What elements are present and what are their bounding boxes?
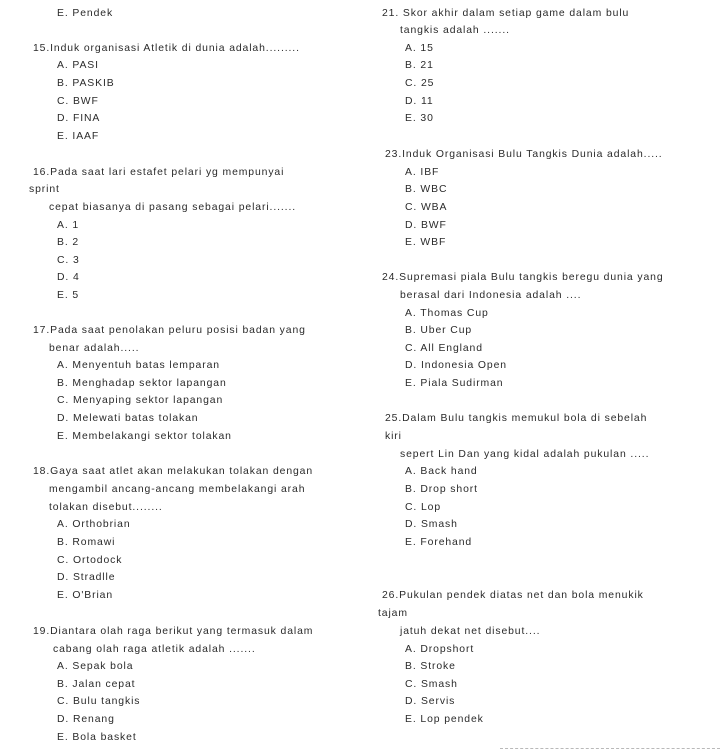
question-21-line-1: 21. Skor akhir dalam setiap game dalam bulu — [382, 8, 630, 19]
option-25-a: A. Back hand — [405, 466, 478, 477]
option-26-c: C. Smash — [405, 679, 458, 690]
option-17-d: D. Melewati batas tolakan — [57, 413, 199, 424]
option-e-previous: E. Pendek — [57, 8, 114, 19]
option-15-a: A. PASI — [57, 60, 99, 71]
option-21-b: B. 21 — [405, 60, 434, 71]
question-17-line-2: benar adalah..... — [49, 343, 140, 354]
question-18-line-3: tolakan disebut........ — [49, 502, 163, 513]
option-19-d: D. Renang — [57, 714, 115, 725]
question-26-line-1: 26.Pukulan pendek diatas net dan bola menukik — [382, 590, 644, 601]
option-26-e: E. Lop pendek — [405, 714, 484, 725]
option-18-c: C. Ortodock — [57, 555, 123, 566]
option-21-e: E. 30 — [405, 113, 434, 124]
option-16-b: B. 2 — [57, 237, 80, 248]
option-15-d: D. FINA — [57, 113, 101, 124]
option-15-e: E. IAAF — [57, 131, 100, 142]
option-24-e: E. Piala Sudirman — [405, 378, 504, 389]
question-25-line-1: 25.Dalam Bulu tangkis memukul bola di sebelah — [385, 413, 648, 424]
option-23-d: D. BWF — [405, 220, 447, 231]
question-26-line-2: tajam — [378, 608, 408, 619]
question-24-line-1: 24.Supremasi piala Bulu tangkis beregu dunia yang — [382, 272, 664, 283]
option-17-a: A. Menyentuh batas lemparan — [57, 360, 220, 371]
option-19-a: A. Sepak bola — [57, 661, 134, 672]
question-24-line-2: berasal dari Indonesia adalah .... — [400, 290, 582, 301]
option-17-b: B. Menghadap sektor lapangan — [57, 378, 227, 389]
option-17-e: E. Membelakangi sektor tolakan — [57, 431, 232, 442]
option-24-d: D. Indonesia Open — [405, 360, 507, 371]
option-16-c: C. 3 — [57, 255, 80, 266]
question-17-line-1: 17.Pada saat penolakan peluru posisi badan yang — [33, 325, 306, 336]
question-26-line-3: jatuh dekat net disebut.... — [400, 626, 541, 637]
option-25-b: B. Drop short — [405, 484, 478, 495]
option-18-b: B. Romawi — [57, 537, 116, 548]
option-19-e: E. Bola basket — [57, 732, 137, 743]
option-23-e: E. WBF — [405, 237, 447, 248]
option-19-c: C. Bulu tangkis — [57, 696, 141, 707]
option-21-c: C. 25 — [405, 78, 435, 89]
question-25-line-2: kiri — [385, 431, 402, 442]
question-18-line-2: mengambil ancang-ancang membelakangi arah — [49, 484, 306, 495]
option-24-b: B. Uber Cup — [405, 325, 473, 336]
option-25-c: C. Lop — [405, 502, 442, 513]
option-16-d: D. 4 — [57, 272, 80, 283]
option-23-c: C. WBA — [405, 202, 448, 213]
option-15-b: B. PASKIB — [57, 78, 115, 89]
option-23-a: A. IBF — [405, 167, 440, 178]
option-21-a: A. 15 — [405, 43, 434, 54]
option-24-c: C. All England — [405, 343, 483, 354]
bottom-divider — [500, 748, 720, 749]
option-26-d: D. Servis — [405, 696, 456, 707]
option-16-e: E. 5 — [57, 290, 80, 301]
question-15: 15.Induk organisasi Atletik di dunia adalah......... — [33, 43, 300, 54]
option-24-a: A. Thomas Cup — [405, 308, 489, 319]
option-26-b: B. Stroke — [405, 661, 456, 672]
option-16-a: A. 1 — [57, 220, 80, 231]
option-17-c: C. Menyaping sektor lapangan — [57, 395, 224, 406]
question-16-line-1: 16.Pada saat lari estafet pelari yg mempunyai — [33, 167, 285, 178]
option-15-c: C. BWF — [57, 96, 99, 107]
option-18-e: E. O'Brian — [57, 590, 114, 601]
option-18-a: A. Orthobrian — [57, 519, 131, 530]
option-21-d: D. 11 — [405, 96, 434, 107]
option-18-d: D. Stradlle — [57, 572, 116, 583]
option-25-e: E. Forehand — [405, 537, 473, 548]
option-25-d: D. Smash — [405, 519, 458, 530]
question-19-line-1: 19.Diantara olah raga berikut yang termasuk dalam — [33, 626, 314, 637]
question-23: 23.Induk Organisasi Bulu Tangkis Dunia adalah..... — [385, 149, 663, 160]
question-18-line-1: 18.Gaya saat atlet akan melakukan tolakan dengan — [33, 466, 314, 477]
question-16-line-2: sprint — [29, 184, 60, 195]
option-19-b: B. Jalan cepat — [57, 679, 136, 690]
question-16-line-3: cepat biasanya di pasang sebagai pelari....... — [49, 202, 297, 213]
question-21-line-2: tangkis adalah ....... — [400, 25, 510, 36]
option-23-b: B. WBC — [405, 184, 448, 195]
option-26-a: A. Dropshort — [405, 644, 475, 655]
question-25-line-3: sepert Lin Dan yang kidal adalah pukulan ..... — [400, 449, 650, 460]
question-19-line-2: cabang olah raga atletik adalah ....... — [53, 644, 256, 655]
